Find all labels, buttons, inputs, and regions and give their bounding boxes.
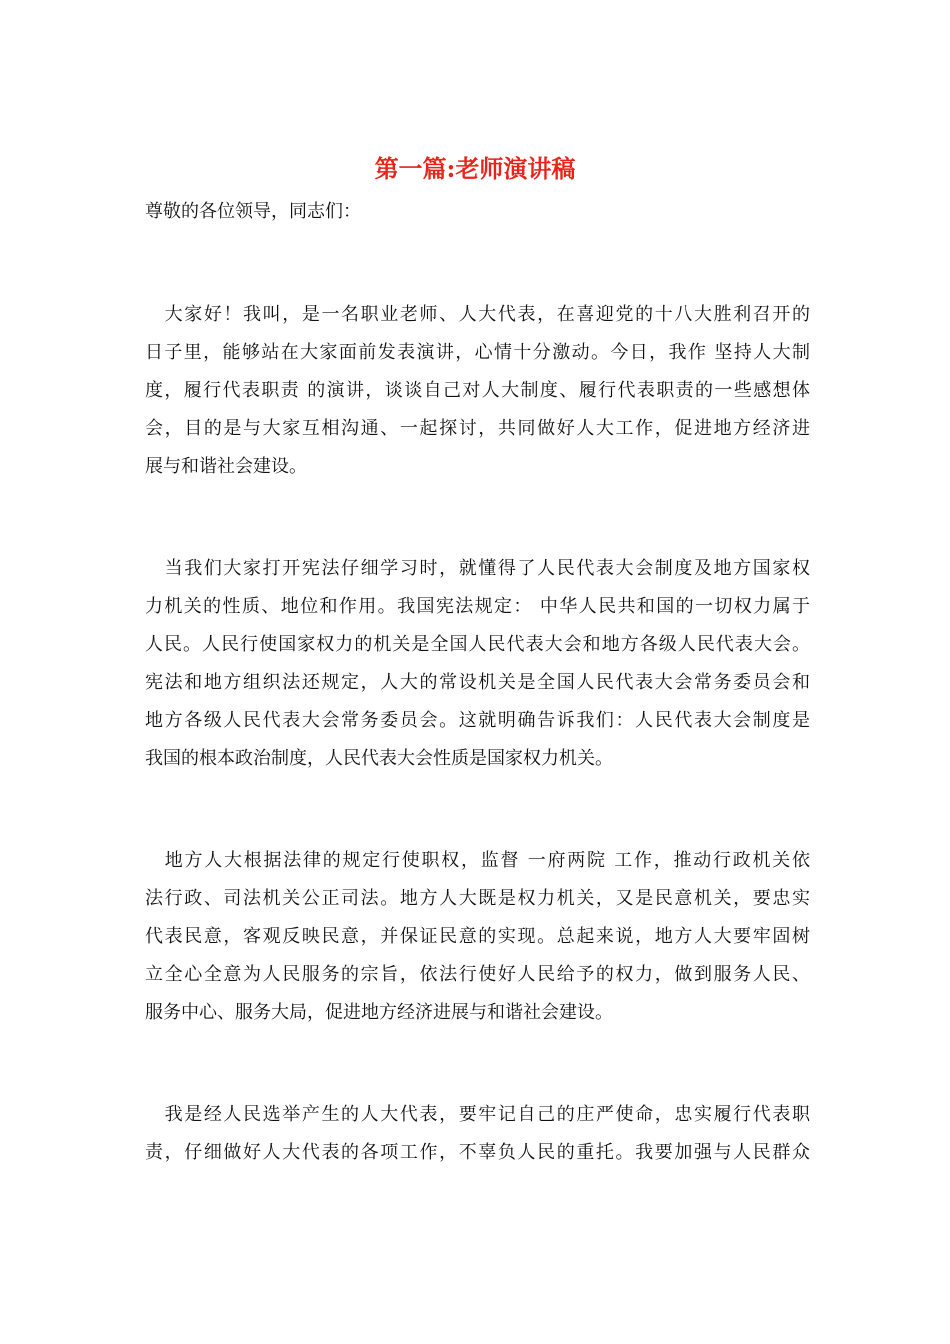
paragraph-4 (145, 1096, 810, 1172)
paragraph-line: 展与和谐社会建设。 (145, 456, 307, 477)
paragraph-line: 会，目的是与大家互相沟通、一起探讨，共同做好人大工作，促进地方经济进 (145, 418, 810, 439)
paragraph-line: 我国的根本政治制度，人民代表大会性质是国家权力机关。 (145, 748, 613, 769)
paragraph-line: 当我们大家打开宪法仔细学习时，就懂得了人民代表大会制度及地方国家权 (145, 558, 810, 579)
paragraph-3 (145, 842, 810, 1032)
paragraph-line: 代表民意，客观反映民意，并保证民意的实现。总起来说，地方人大要牢固树 (145, 926, 810, 947)
paragraph-line: 服务中心、服务大局，促进地方经济进展与和谐社会建设。 (145, 1002, 613, 1023)
paragraph-line: 地方人大根据法律的规定行使职权，监督 一府两院 工作，推动行政机关依 (145, 850, 810, 871)
paragraph-line: 责，仔细做好人大代表的各项工作，不辜负人民的重托。我要加强与人民群众 (145, 1142, 810, 1163)
paragraph-line: 立全心全意为人民服务的宗旨，依法行使好人民给予的权力，做到服务人民、 (145, 964, 810, 985)
paragraph-line: 力机关的性质、地位和作用。我国宪法规定： 中华人民共和国的一切权力属于 (145, 596, 810, 617)
paragraph-1 (145, 296, 810, 486)
document-title: 第一篇:老师演讲稿 (374, 154, 576, 183)
paragraph-line: 宪法和地方组织法还规定，人大的常设机关是全国人民代表大会常务委员会和 (145, 672, 810, 693)
paragraph-line: 人民。人民行使国家权力的机关是全国人民代表大会和地方各级人民代表大会。 (145, 634, 810, 655)
paragraph-line: 地方各级人民代表大会常务委员会。这就明确告诉我们：人民代表大会制度是 (145, 710, 810, 731)
paragraph-line: 法行政、司法机关公正司法。地方人大既是权力机关，又是民意机关，要忠实 (145, 888, 810, 909)
salutation: 尊敬的各位领导，同志们： (145, 201, 361, 222)
paragraph-2 (145, 550, 810, 778)
paragraph-line: 日子里，能够站在大家面前发表演讲，心情十分激动。今日，我作 坚持人大制 (145, 342, 810, 363)
paragraph-line: 我是经人民选举产生的人大代表，要牢记自己的庄严使命，忠实履行代表职 (145, 1104, 810, 1125)
paragraph-line: 大家好！我叫，是一名职业老师、人大代表，在喜迎党的十八大胜利召开的 (145, 304, 810, 325)
paragraph-line: 度，履行代表职责 的演讲，谈谈自己对人大制度、履行代表职责的一些感想体 (145, 380, 810, 401)
